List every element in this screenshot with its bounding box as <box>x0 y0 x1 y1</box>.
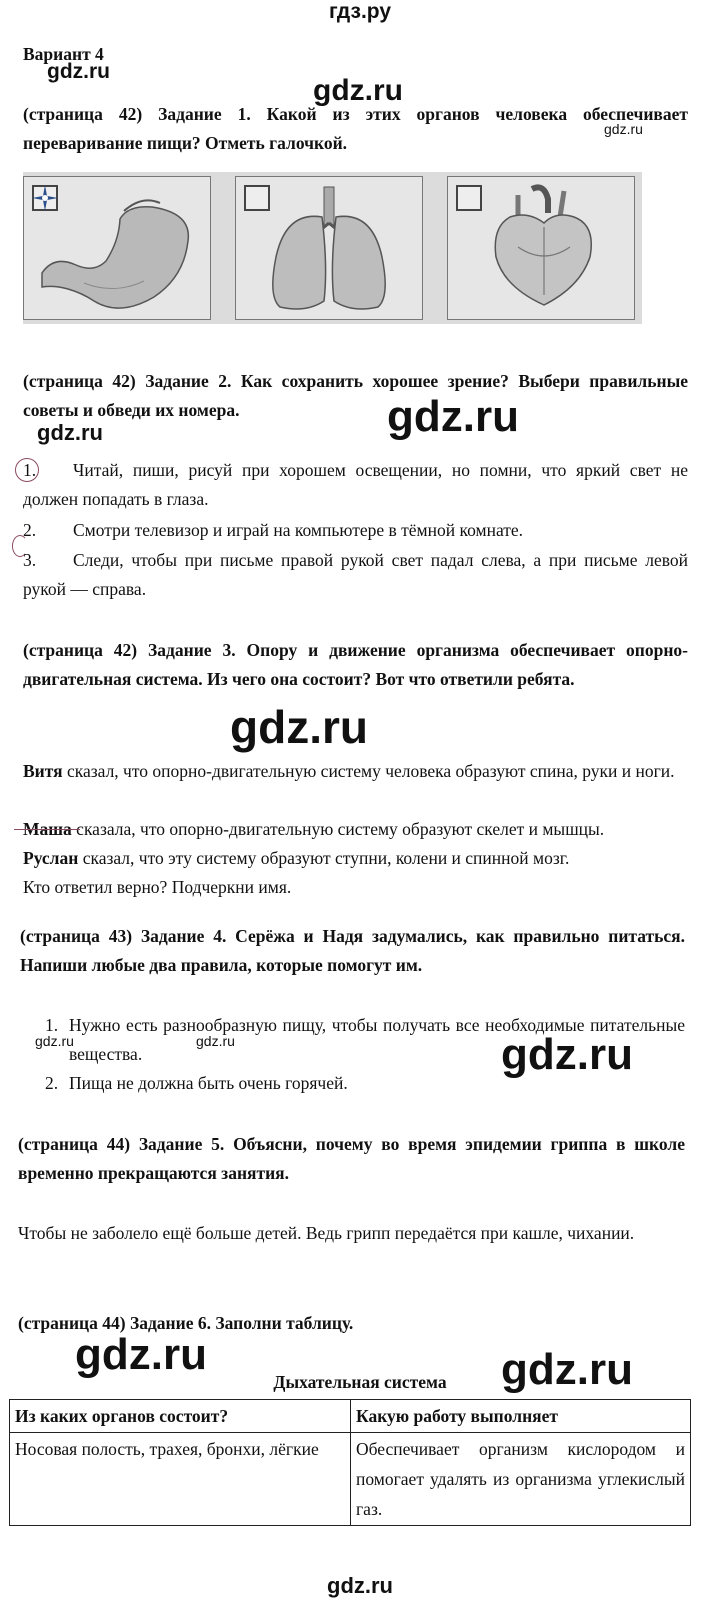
lungs-icon <box>236 177 422 319</box>
task6-question: (страница 44) Задание 6. Заполни таблицу. <box>18 1313 354 1333</box>
respiratory-table <box>9 1399 691 1526</box>
table-row <box>10 1433 691 1526</box>
table-cell: Обеспечивает организм кислородом и помогает удалять из организма углекислый газ. <box>351 1433 691 1526</box>
watermark: gdz.ru <box>313 74 403 107</box>
organs-figure <box>23 172 642 324</box>
item-text: Нужно есть разнообразную пищу, чтобы получать все необходимые питательные вещества. <box>69 1015 685 1064</box>
watermark: gdz.ru <box>230 701 368 753</box>
item-text: Пища не должна быть очень горячей. <box>69 1073 348 1093</box>
site-header: гдз.ру <box>328 0 392 23</box>
table-header: Какую работу выполняет <box>351 1400 691 1433</box>
task5-answer: Чтобы не заболело ещё больше детей. Ведь грипп передаётся при кашле, чихании. <box>18 1223 635 1243</box>
item-number: 3. <box>23 550 37 570</box>
underline-mark <box>14 829 80 830</box>
item-number: 2. <box>23 520 37 540</box>
table-title: Дыхательная система <box>273 1372 447 1392</box>
answer-vitya <box>23 757 688 786</box>
watermark: gdz.ru <box>501 1030 633 1079</box>
answer-text: сказал, что опорно-двигательную систему человека образуют спина, руки и ноги. <box>62 761 675 781</box>
watermark: gdz.ru <box>196 1033 235 1049</box>
variant-title: Вариант 4 <box>23 44 104 64</box>
answer-name: Руслан <box>23 848 79 868</box>
task4-question: (страница 43) Задание 4. Серёжа и Надя задумались, как правильно питаться. Напиши любые два правила, которые помогут им. <box>20 926 685 975</box>
item-text: Смотри телевизор и играй на компьютере в тёмной комнате. <box>73 520 524 540</box>
task1-question: (страница 42) Задание 1. Какой из этих органов человека обеспечивает переваривание пищи? Отметь галочкой. <box>23 104 688 153</box>
table-header-row <box>10 1400 691 1433</box>
task3-question: (страница 42) Задание 3. Опору и движение организма обеспечивает опорно-двигательная система. Из чего она состоит? Вот что ответили ребята. <box>23 640 688 689</box>
table-header: Из каких органов состоит? <box>10 1400 351 1433</box>
item-number: 1. <box>45 1015 59 1035</box>
answer-text: сказал, что эту систему образуют ступни, колени и спинной мозг. <box>78 848 570 868</box>
table-cell: Носовая полость, трахея, бронхи, лёгкие <box>10 1433 351 1526</box>
lungs-panel <box>235 176 423 320</box>
stomach-panel <box>23 176 211 320</box>
list-item <box>23 546 688 604</box>
answer-name: Витя <box>23 761 63 781</box>
answer-text: сказала, что опорно-двигательную систему образуют скелет и мышцы. <box>71 819 605 839</box>
watermark: gdz.ru <box>501 1345 633 1394</box>
list-item <box>23 516 688 545</box>
stomach-icon <box>24 177 210 319</box>
answer-masha <box>23 815 688 844</box>
task2-question: (страница 42) Задание 2. Как сохранить хорошее зрение? Выбери правильные советы и обведи их номера. <box>23 371 688 420</box>
answer-name: Маша <box>23 819 72 839</box>
watermark: gdz.ru <box>387 392 519 441</box>
heart-panel <box>447 176 635 320</box>
item-text: Следи, чтобы при письме правой рукой свет падал слева, а при письме левой рукой — справа. <box>23 550 688 599</box>
item-number: 2. <box>45 1073 59 1093</box>
watermark: gdz.ru <box>37 420 103 445</box>
footer-watermark: gdz.ru <box>327 1573 393 1598</box>
list-item <box>23 456 688 514</box>
watermark: gdz.ru <box>75 1330 207 1379</box>
watermark: gdz.ru <box>604 121 643 137</box>
item-number: 1. <box>23 460 37 480</box>
task3-prompt: Кто ответил верно? Подчеркни имя. <box>23 877 292 897</box>
heart-icon <box>448 177 634 319</box>
item-text: Читай, пиши, рисуй при хорошем освещении, но помни, что яркий свет не должен попадать в глаза. <box>23 460 688 509</box>
task5-question: (страница 44) Задание 5. Объясни, почему во время эпидемии гриппа в школе временно прекращаются занятия. <box>18 1134 685 1183</box>
watermark: gdz.ru <box>35 1033 74 1049</box>
watermark: gdz.ru <box>47 60 110 83</box>
answer-ruslan <box>23 844 688 873</box>
